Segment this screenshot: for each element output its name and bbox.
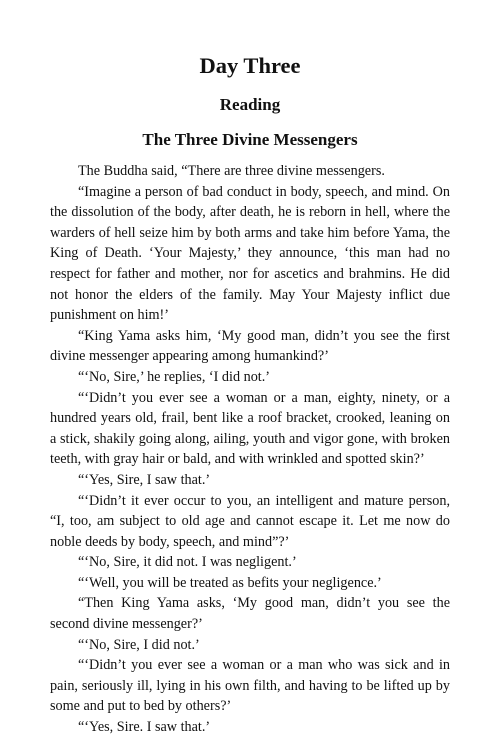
paragraph: “‘Well, you will be treated as befits your negligence.’ — [78, 574, 382, 591]
paragraph: “‘Didn’t you ever see a woman or a man, eighty, ninety, or a hundred years old, frail, bent like a roof bracket, crooked, leaning on a stick, shakily going along, ailing, youth and vigor gone, with broken teeth, with gray hair or bald, and with wrinkled and spotted skin?’ — [50, 389, 450, 468]
paragraph: “‘No, Sire, I did not.’ — [78, 636, 200, 653]
paragraph: “‘No, Sire, it did not. I was negligent.’ — [78, 554, 297, 571]
paragraph: “‘Didn’t it ever occur to you, an intelligent and mature person, “I, too, am subject to old age and cannot escape it. Let me now do noble deeds by body, speech, and mind”?’ — [50, 492, 450, 550]
paragraph: “Then King Yama asks, ‘My good man, didn’t you see the second divine messenger?’ — [50, 595, 450, 633]
paragraph: “‘Yes, Sire. I saw that.’ — [78, 719, 211, 736]
book-page — [50, 50, 450, 738]
paragraph: The Buddha said, “There are three divine messengers. — [78, 163, 385, 179]
reading-subtitle: Reading — [219, 95, 281, 114]
paragraph: “Imagine a person of bad conduct in body, speech, and mind. On the dissolution of the body, after death, he is reborn in hell, where the warders of hell seize him by both arms and take him before Yama, the King of Death. ‘Your Majesty,’ they announce, ‘this man had no respect for father and mother, nor for ascetics and brahmins. He did not honor the elders of the family. May Your Majesty inflict due punishment on him!’ — [50, 183, 450, 324]
paragraph: “‘Yes, Sire, I saw that.’ — [78, 471, 211, 488]
paragraph: “‘Didn’t you ever see a woman or a man who was sick and in pain, seriously ill, lying in his own filth, and having to be lifted up by some and put to bed by others?’ — [50, 657, 450, 715]
day-title: Day Three — [199, 53, 301, 78]
body-text — [50, 161, 450, 738]
paragraph: “‘No, Sire,’ he replies, ‘I did not.’ — [78, 368, 270, 385]
paragraph: “King Yama asks him, ‘My good man, didn’t you see the first divine messenger appearing among humankind?’ — [50, 327, 450, 365]
section-title: The Three Divine Messengers — [142, 130, 358, 149]
